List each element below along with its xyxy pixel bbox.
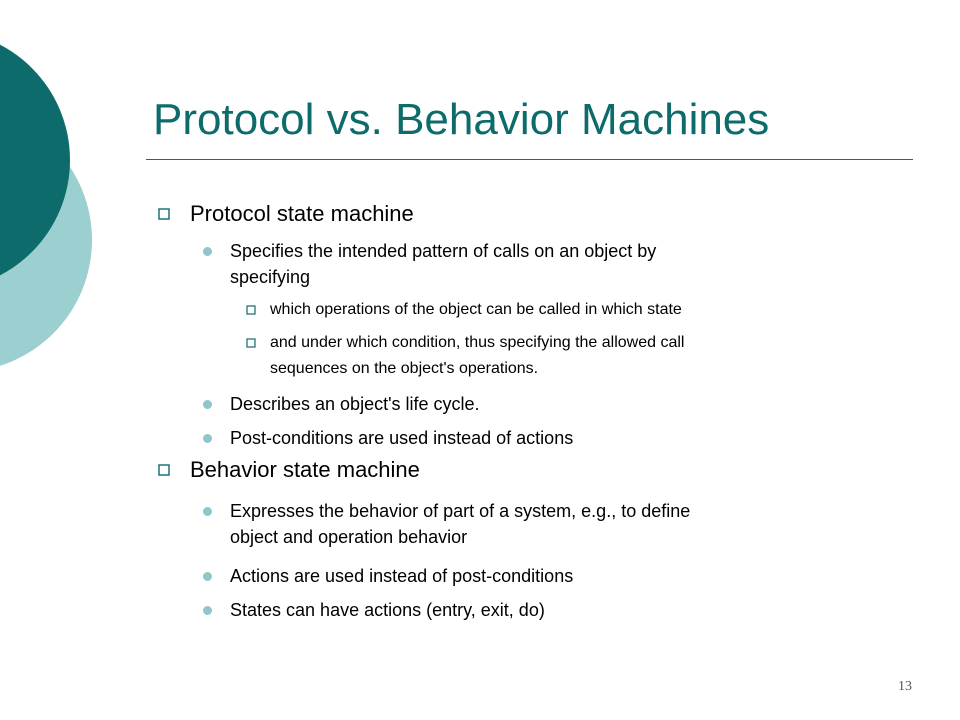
round-bullet-icon	[203, 606, 212, 615]
line-2: sequences on the object's operations.	[270, 360, 539, 377]
hollow-square-bullet-icon	[246, 338, 256, 348]
line-2: object and operation behavior	[230, 527, 468, 547]
decorative-circles	[0, 0, 100, 380]
round-bullet-icon	[203, 507, 212, 516]
bullet-text: Behavior state machine	[190, 457, 420, 482]
bullet-text: Post-conditions are used instead of actions	[230, 428, 574, 448]
bullet-text: which operations of the object can be called in which state	[270, 301, 682, 318]
bullet-text: Actions are used instead of post-conditions	[230, 566, 574, 586]
hollow-square-bullet-icon	[158, 208, 170, 220]
round-bullet-icon	[203, 572, 212, 581]
bullet-text: States can have actions (entry, exit, do)	[230, 600, 545, 620]
round-bullet-icon	[203, 400, 212, 409]
bullet-text	[270, 330, 840, 382]
line-1: Expresses the behavior of part of a system, e.g., to define	[230, 501, 691, 521]
bullet-text	[230, 238, 820, 290]
slide-title: Protocol vs. Behavior Machines	[153, 95, 770, 144]
line-1: and under which condition, thus specifying the allowed call	[270, 334, 685, 351]
bullet-text: Describes an object's life cycle.	[230, 394, 480, 414]
line-1: Specifies the intended pattern of calls on an object by	[230, 241, 657, 261]
bullet-text	[230, 498, 820, 550]
bullet-text: Protocol state machine	[190, 201, 414, 226]
round-bullet-icon	[203, 247, 212, 256]
page-number: 13	[898, 679, 912, 694]
hollow-square-bullet-icon	[246, 305, 256, 315]
round-bullet-icon	[203, 434, 212, 443]
title-divider	[146, 159, 913, 160]
hollow-square-bullet-icon	[158, 464, 170, 476]
line-2: specifying	[230, 267, 311, 287]
